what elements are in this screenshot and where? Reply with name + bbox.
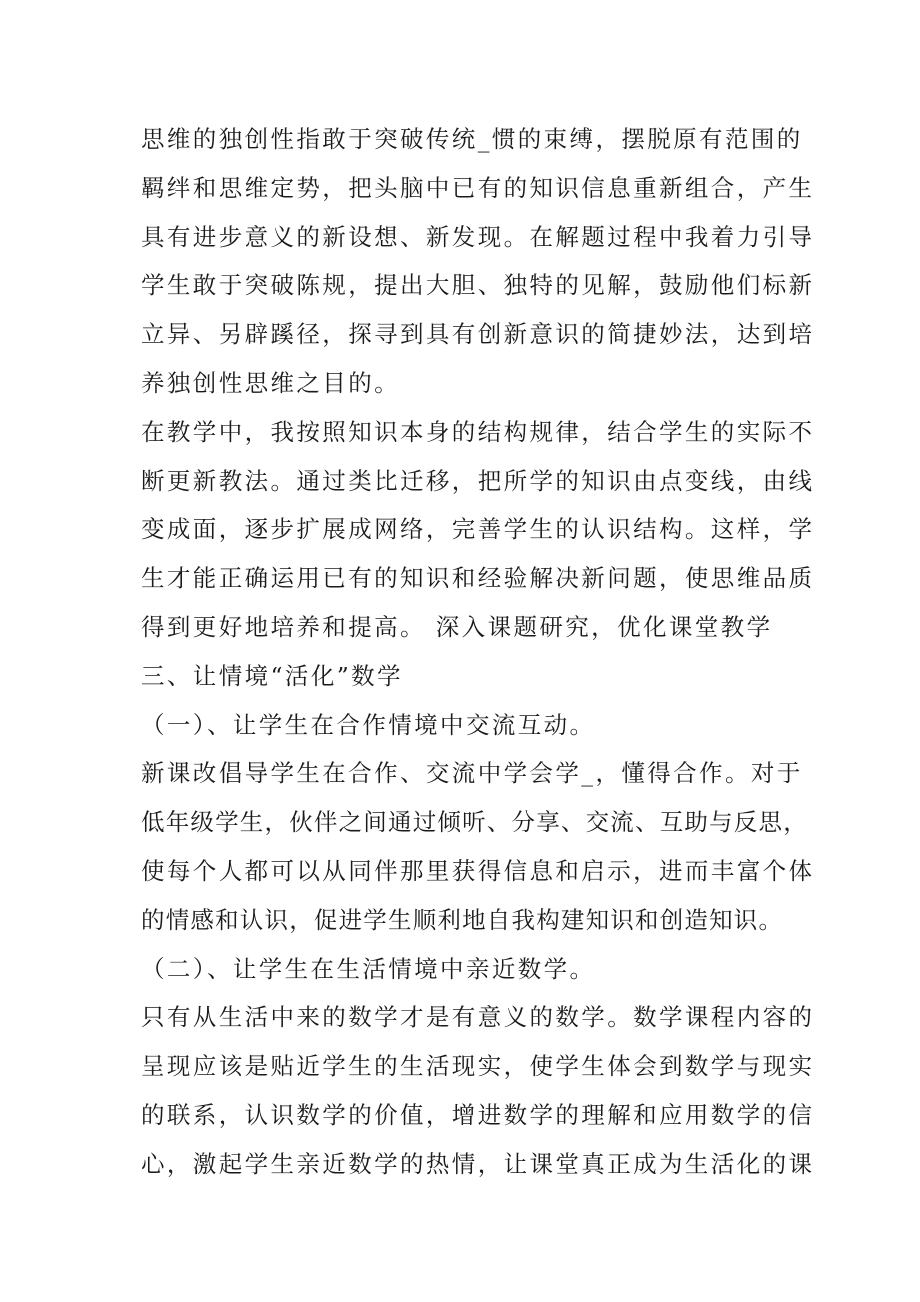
- text-line-19: 只有从生活中来的数学才是有意义的数学。数学课程内容的: [141, 1003, 815, 1032]
- text-line-3: 具有进步意义的新设想、新发现。在解题过程中我着力引导: [141, 222, 815, 251]
- text-line-22: 心，激起学生亲近数学的热情，让课堂真正成为生活化的课: [141, 1149, 815, 1178]
- text-line-14: 新课改倡导学生在合作、交流中学会学_，懂得合作。对于: [141, 759, 803, 788]
- text-line-4: 学生敢于突破陈规，提出大胆、独特的见解，鼓励他们标新: [141, 271, 815, 300]
- section-heading: 三、让情境“活化”数学: [141, 661, 403, 690]
- text-line-1: 思维的独创性指敢于突破传统_惯的束缚，摆脱原有范围的: [141, 125, 803, 153]
- text-line-2: 羁绊和思维定势，把头脑中已有的知识信息重新组合，产生: [141, 173, 815, 202]
- text-line-10: 生才能正确运用已有的知识和经验解决新问题，使思维品质: [141, 564, 815, 593]
- text-line-16: 使每个人都可以从同伴那里获得信息和启示，进而丰富个体: [141, 856, 815, 885]
- text-line-5: 立异、另辟蹊径，探寻到具有创新意识的简捷妙法，达到培: [141, 320, 815, 349]
- document-body: [141, 115, 815, 1189]
- text-line-11: 得到更好地培养和提高。 深入课题研究，优化课堂教学: [141, 612, 773, 641]
- text-line-9: 变成面，逐步扩展成网络，完善学生的认识结构。这样，学: [141, 515, 815, 544]
- text-line-7: 在教学中，我按照知识本身的结构规律，结合学生的实际不: [141, 417, 815, 446]
- text-line-20: 呈现应该是贴近学生的生活现实，使学生体会到数学与现实: [141, 1052, 815, 1081]
- text-line-6: 养独创性思维之目的。: [141, 368, 400, 397]
- text-line-17: 的情感和认识，促进学生顺利地自我构建知识和创造知识。: [141, 905, 784, 934]
- subsection-heading-2: （二）、让学生在生活情境中亲近数学。: [141, 954, 596, 983]
- text-line-15: 低年级学生，伙伴之间通过倾听、分享、交流、互助与反思，: [141, 808, 808, 837]
- subsection-heading-1: （一）、让学生在合作情境中交流互动。: [141, 710, 596, 739]
- text-line-8: 断更新教法。通过类比迁移，把所学的知识由点变线，由线: [141, 466, 815, 495]
- text-line-21: 的联系，认识数学的价值，增进数学的理解和应用数学的信: [141, 1100, 815, 1129]
